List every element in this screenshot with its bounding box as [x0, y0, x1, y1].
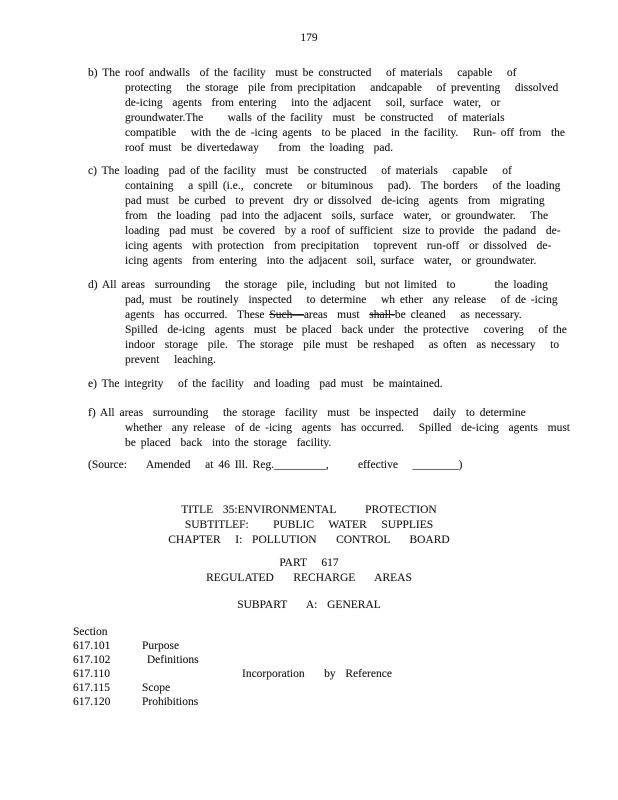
title-block	[0, 503, 618, 548]
text-line: protecting the storage pile from precipitation andcapable of preventing dissolved	[125, 82, 559, 94]
section-list-header: Section	[73, 626, 108, 638]
text-segment: areas must	[303, 309, 370, 321]
subpart-line: SUBPART A: GENERAL	[237, 599, 381, 611]
section-row	[73, 667, 573, 681]
part-heading	[0, 556, 618, 586]
source-note	[88, 458, 566, 473]
section-row	[73, 695, 573, 709]
text-line: groundwater.The walls of the facility must be constructed of materials	[125, 112, 505, 124]
paragraph-e	[88, 377, 566, 392]
text-segment: be cleaned as necessary.	[394, 309, 522, 321]
text-line: Spilled de-icing agents must be placed back under the protective covering of the	[125, 324, 567, 336]
title-line-1: TITLE 35:ENVIRONMENTAL PROTECTION	[181, 504, 437, 516]
struck-text: shall-	[369, 309, 395, 321]
page-number	[0, 31, 618, 46]
paragraph-b	[88, 66, 566, 156]
title-line-3: CHAPTER I: POLLUTION CONTROL BOARD	[168, 534, 450, 546]
section-title: Prohibitions	[142, 696, 199, 708]
text-line: compatible with the de -icing agents to be placed in the facility. Run- off from the	[125, 127, 565, 139]
source-line: (Source: Amended at 46 Ill. Reg._________, effective ________)	[88, 459, 463, 471]
text-line: icing agents with protection from precipitation toprevent run-off or dissolved de-	[125, 240, 552, 252]
section-row	[73, 639, 573, 653]
text-line: pad, must be routinely inspected to determine wh ether any release of de -icing	[125, 294, 558, 306]
struck-text: Such—	[269, 309, 304, 321]
section-row	[73, 653, 573, 667]
text-line: prevent leaching.	[125, 354, 216, 366]
text-line: loading pad must be covered by a roof of sufficient size to provide the padand de-	[125, 225, 561, 237]
text-line: de-icing agents from entering into the adjacent soil, surface water, or	[125, 97, 501, 109]
section-number: 617.102	[73, 654, 111, 666]
page-number-text: 179	[300, 32, 318, 44]
text-line: containing a spill (i.e., concrete or bituminous pad). The borders of the loading	[125, 180, 561, 192]
section-title: Purpose	[142, 640, 180, 652]
section-number: 617.101	[73, 640, 111, 652]
title-line-2: SUBTITLEF: PUBLIC WATER SUPPLIES	[184, 519, 434, 531]
section-number: 617.110	[73, 668, 110, 680]
text-line: from the loading pad into the adjacent soils, surface water, or groundwater. The	[125, 210, 549, 222]
text-line: indoor storage pile. The storage pile must be reshaped as often as necessary to	[125, 339, 560, 351]
part-title-line: REGULATED RECHARGE AREAS	[206, 572, 412, 584]
section-row	[73, 681, 573, 695]
section-list	[73, 625, 573, 709]
section-number: 617.120	[73, 696, 111, 708]
paragraph-d	[88, 278, 566, 368]
part-number-line: PART 617	[279, 557, 339, 569]
paragraph-c	[88, 164, 566, 269]
text-line: icing agents from entering into the adjacent soil, surface water, or groundwater.	[125, 255, 537, 267]
text-line: be placed back into the storage facility.	[125, 437, 332, 449]
section-number: 617.115	[73, 682, 110, 694]
text-line: roof must be divertedaway from the loading pad.	[125, 142, 394, 154]
text-line-with-strikethrough	[88, 308, 566, 323]
text-line: whether any release of de -icing agents has occurred. Spilled de-icing agents must	[125, 422, 571, 434]
text-line: c) The loading pad of the facility must be constructed of materials capable of	[88, 165, 512, 177]
section-title: Scope	[142, 682, 171, 694]
subpart-heading	[0, 598, 618, 613]
paragraph-f	[88, 406, 571, 451]
section-title: Incorporation by Reference	[242, 668, 392, 680]
text-line: pad must be curbed to prevent dry or dissolved de-icing agents from migrating	[125, 195, 545, 207]
text-segment: agents has occurred. These	[125, 309, 270, 321]
text-line: f) All areas surrounding the storage facility must be inspected daily to determine	[88, 407, 526, 419]
text-line: b) The roof andwalls of the facility must be constructed of materials capable of	[88, 67, 517, 79]
text-line: e) The integrity of the facility and loading pad must be maintained.	[88, 378, 443, 390]
text-line: d) All areas surrounding the storage pile, including but not limited to the loading	[88, 279, 548, 291]
section-title: Definitions	[142, 654, 199, 666]
